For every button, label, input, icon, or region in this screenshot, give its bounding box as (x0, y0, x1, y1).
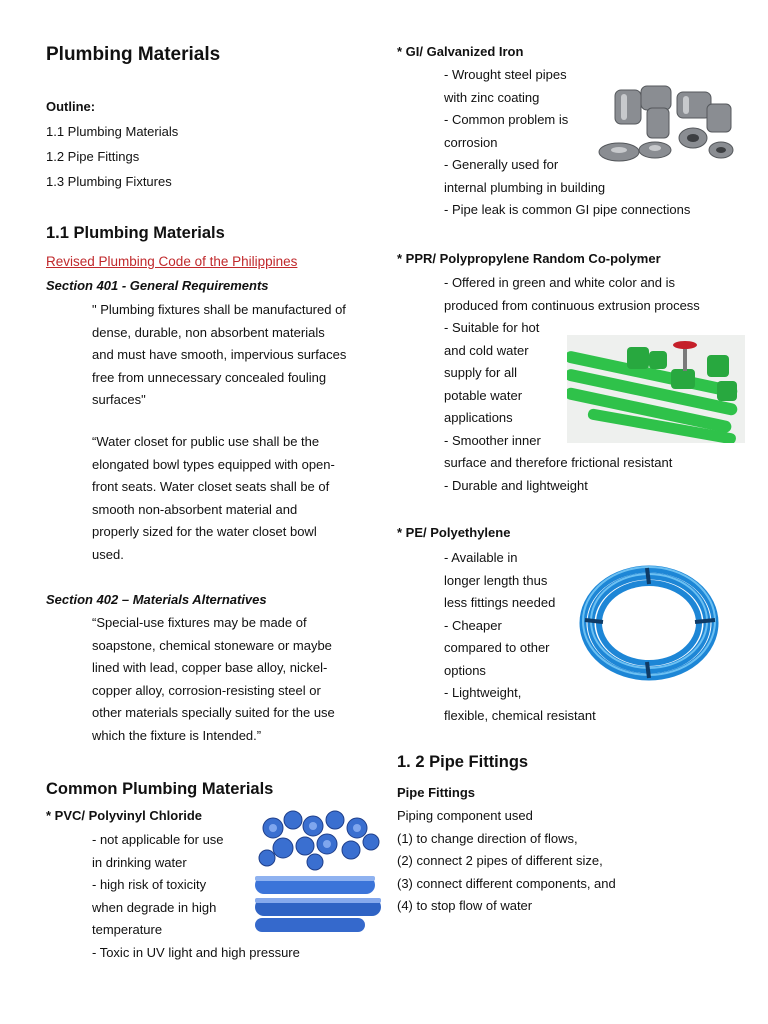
text-line: options (444, 662, 486, 678)
text-line: less fittings needed (444, 595, 556, 610)
section-402-heading: Section 402 – Materials Alternatives (46, 592, 267, 607)
text-line: corrosion (444, 134, 498, 150)
pe-heading: * PE/ Polyethylene (397, 525, 511, 540)
text-line: soapstone, chemical stoneware or maybe (92, 637, 332, 653)
text-line: " Plumbing fixtures shall be manufactured of (92, 302, 346, 317)
text-line: and cold water (444, 342, 529, 358)
pipe-fittings-subheading: Pipe Fittings (397, 785, 475, 800)
text-line: applications (444, 410, 513, 425)
text-line: Piping component used (397, 808, 533, 823)
text-line: copper alloy, corrosion-resisting steel or (92, 682, 321, 698)
text-line: potable water (444, 387, 523, 403)
text-line: internal plumbing in building (444, 179, 606, 195)
text-line: front seats. Water closet seats shall be of (92, 479, 330, 494)
text-line: properly sized for the water closet bowl (92, 524, 317, 539)
text-line: surface and therefore frictional resistant (444, 455, 673, 470)
plumbing-code-link[interactable]: Revised Plumbing Code of the Philippines (46, 254, 298, 269)
text-line: “Water closet for public use shall be the (92, 434, 320, 449)
text-line: - Generally used for (444, 157, 559, 172)
outline-item: 1.1 Plumbing Materials (46, 124, 179, 139)
section-402-quote (92, 612, 335, 747)
text-line: - Wrought steel pipes (444, 67, 567, 82)
text-line: in drinking water (92, 854, 187, 870)
outline-heading: Outline: (46, 99, 96, 114)
pipe-fittings-description (397, 805, 616, 918)
gi-heading: * GI/ Galvanized Iron (397, 44, 524, 59)
text-line: surfaces" (92, 392, 146, 407)
outline-item: 1.2 Pipe Fittings (46, 149, 140, 164)
text-line: (3) connect different components, and (397, 875, 616, 891)
text-line: (4) to stop flow of water (397, 898, 533, 913)
text-line: longer length thus (444, 572, 548, 588)
text-line: - not applicable for use (92, 832, 224, 847)
text-line: (2) connect 2 pipes of different size, (397, 853, 603, 868)
common-materials-heading: Common Plumbing Materials (46, 780, 274, 798)
text-line: - Available in (444, 550, 518, 565)
text-line: dense, durable, non absorbent materials (92, 324, 325, 340)
text-line: - high risk of toxicity (92, 877, 207, 892)
text-line: when degrade in high (92, 899, 217, 915)
pe-coil-photo (577, 562, 721, 684)
text-line: free from unnecessary concealed fouling (92, 369, 327, 385)
text-line: lined with lead, copper base alloy, nickel- (92, 660, 328, 675)
text-line: - Pipe leak is common GI pipe connections (444, 202, 691, 217)
page-title: Plumbing Materials (46, 44, 221, 65)
text-line: - Smoother inner (444, 432, 541, 448)
text-line: compared to other (444, 640, 550, 655)
pvc-heading: * PVC/ Polyvinyl Chloride (46, 808, 203, 823)
pe-description (444, 547, 596, 727)
text-line: other materials specially suited for the use (92, 705, 335, 720)
text-line: - Cheaper (444, 617, 502, 633)
text-line: - Durable and lightweight (444, 477, 588, 493)
text-line: and must have smooth, impervious surfaces (92, 347, 347, 362)
outline-item: 1.3 Plumbing Fixtures (46, 174, 172, 189)
text-line: “Special-use fixtures may be made of (92, 615, 307, 630)
pvc-pipes-photo (253, 806, 383, 934)
text-line: smooth non-absorbent material and (92, 501, 298, 517)
text-line: - Offered in green and white color and is (444, 275, 676, 290)
text-line: - Lightweight, (444, 685, 522, 700)
text-line: flexible, chemical resistant (444, 707, 596, 723)
text-line: temperature (92, 922, 163, 937)
section-401-heading: Section 401 - General Requirements (46, 278, 269, 293)
text-line: produced from continuous extrusion process (444, 297, 700, 313)
text-line: - Common problem is (444, 112, 569, 127)
text-line: used. (92, 546, 124, 562)
text-line: with zinc coating (444, 89, 540, 105)
section-1-2-heading: 1. 2 Pipe Fittings (397, 753, 529, 771)
text-line: elongated bowl types equipped with open- (92, 456, 335, 472)
text-line: which the fixture is Intended.” (92, 727, 262, 743)
ppr-pipes-photo (567, 335, 745, 443)
text-line: - Suitable for hot (444, 320, 540, 335)
ppr-heading: * PPR/ Polypropylene Random Co-polymer (397, 251, 661, 266)
galvanized-iron-fittings-photo (597, 72, 737, 168)
text-line: (1) to change direction of flows, (397, 830, 578, 846)
text-line: - Toxic in UV light and high pressure (92, 944, 300, 960)
text-line: supply for all (444, 365, 517, 380)
section-401-quote-1 (92, 299, 346, 412)
section-401-quote-2 (92, 431, 335, 566)
section-1-1-heading: 1.1 Plumbing Materials (46, 224, 225, 242)
